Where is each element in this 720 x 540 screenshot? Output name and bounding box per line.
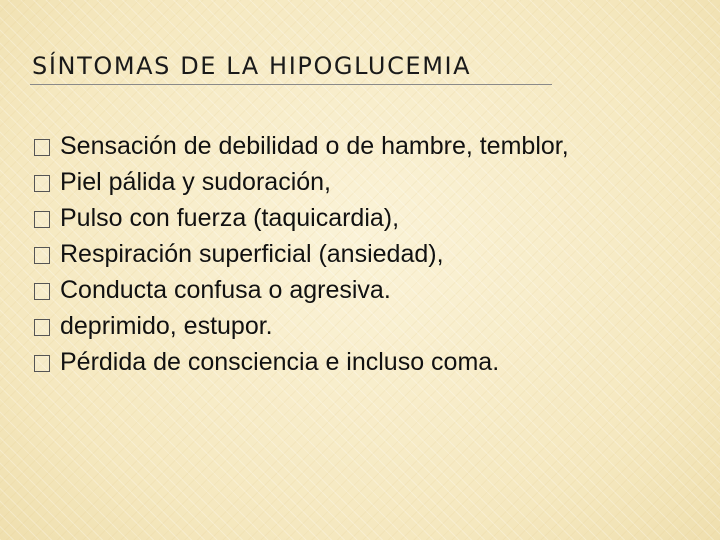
bullet-text: deprimido, estupor. — [60, 312, 273, 340]
bullet-text: Respiración superficial (ansiedad), — [60, 240, 444, 268]
bullet-item — [34, 200, 694, 236]
checkbox-square-icon — [34, 139, 50, 156]
bullet-text: Piel pálida y sudoración, — [60, 168, 331, 196]
checkbox-square-icon — [34, 355, 50, 372]
checkbox-square-icon — [34, 247, 50, 264]
bullet-item — [34, 128, 694, 164]
bullet-item — [34, 308, 694, 344]
checkbox-square-icon — [34, 283, 50, 300]
title-underline — [30, 84, 552, 85]
checkbox-square-icon — [34, 175, 50, 192]
bullet-list — [34, 128, 694, 380]
bullet-item — [34, 344, 694, 380]
bullet-item — [34, 164, 694, 200]
slide-title: SÍNTOMAS DE LA HIPOGLUCEMIA — [32, 52, 472, 80]
checkbox-square-icon — [34, 211, 50, 228]
bullet-item — [34, 272, 694, 308]
bullet-text: Sensación de debilidad o de hambre, temblor, — [60, 132, 569, 160]
bullet-item — [34, 236, 694, 272]
bullet-text: Pérdida de consciencia e incluso coma. — [60, 348, 500, 376]
bullet-text: Pulso con fuerza (taquicardia), — [60, 204, 400, 232]
checkbox-square-icon — [34, 319, 50, 336]
bullet-text: Conducta confusa o agresiva. — [60, 276, 391, 304]
